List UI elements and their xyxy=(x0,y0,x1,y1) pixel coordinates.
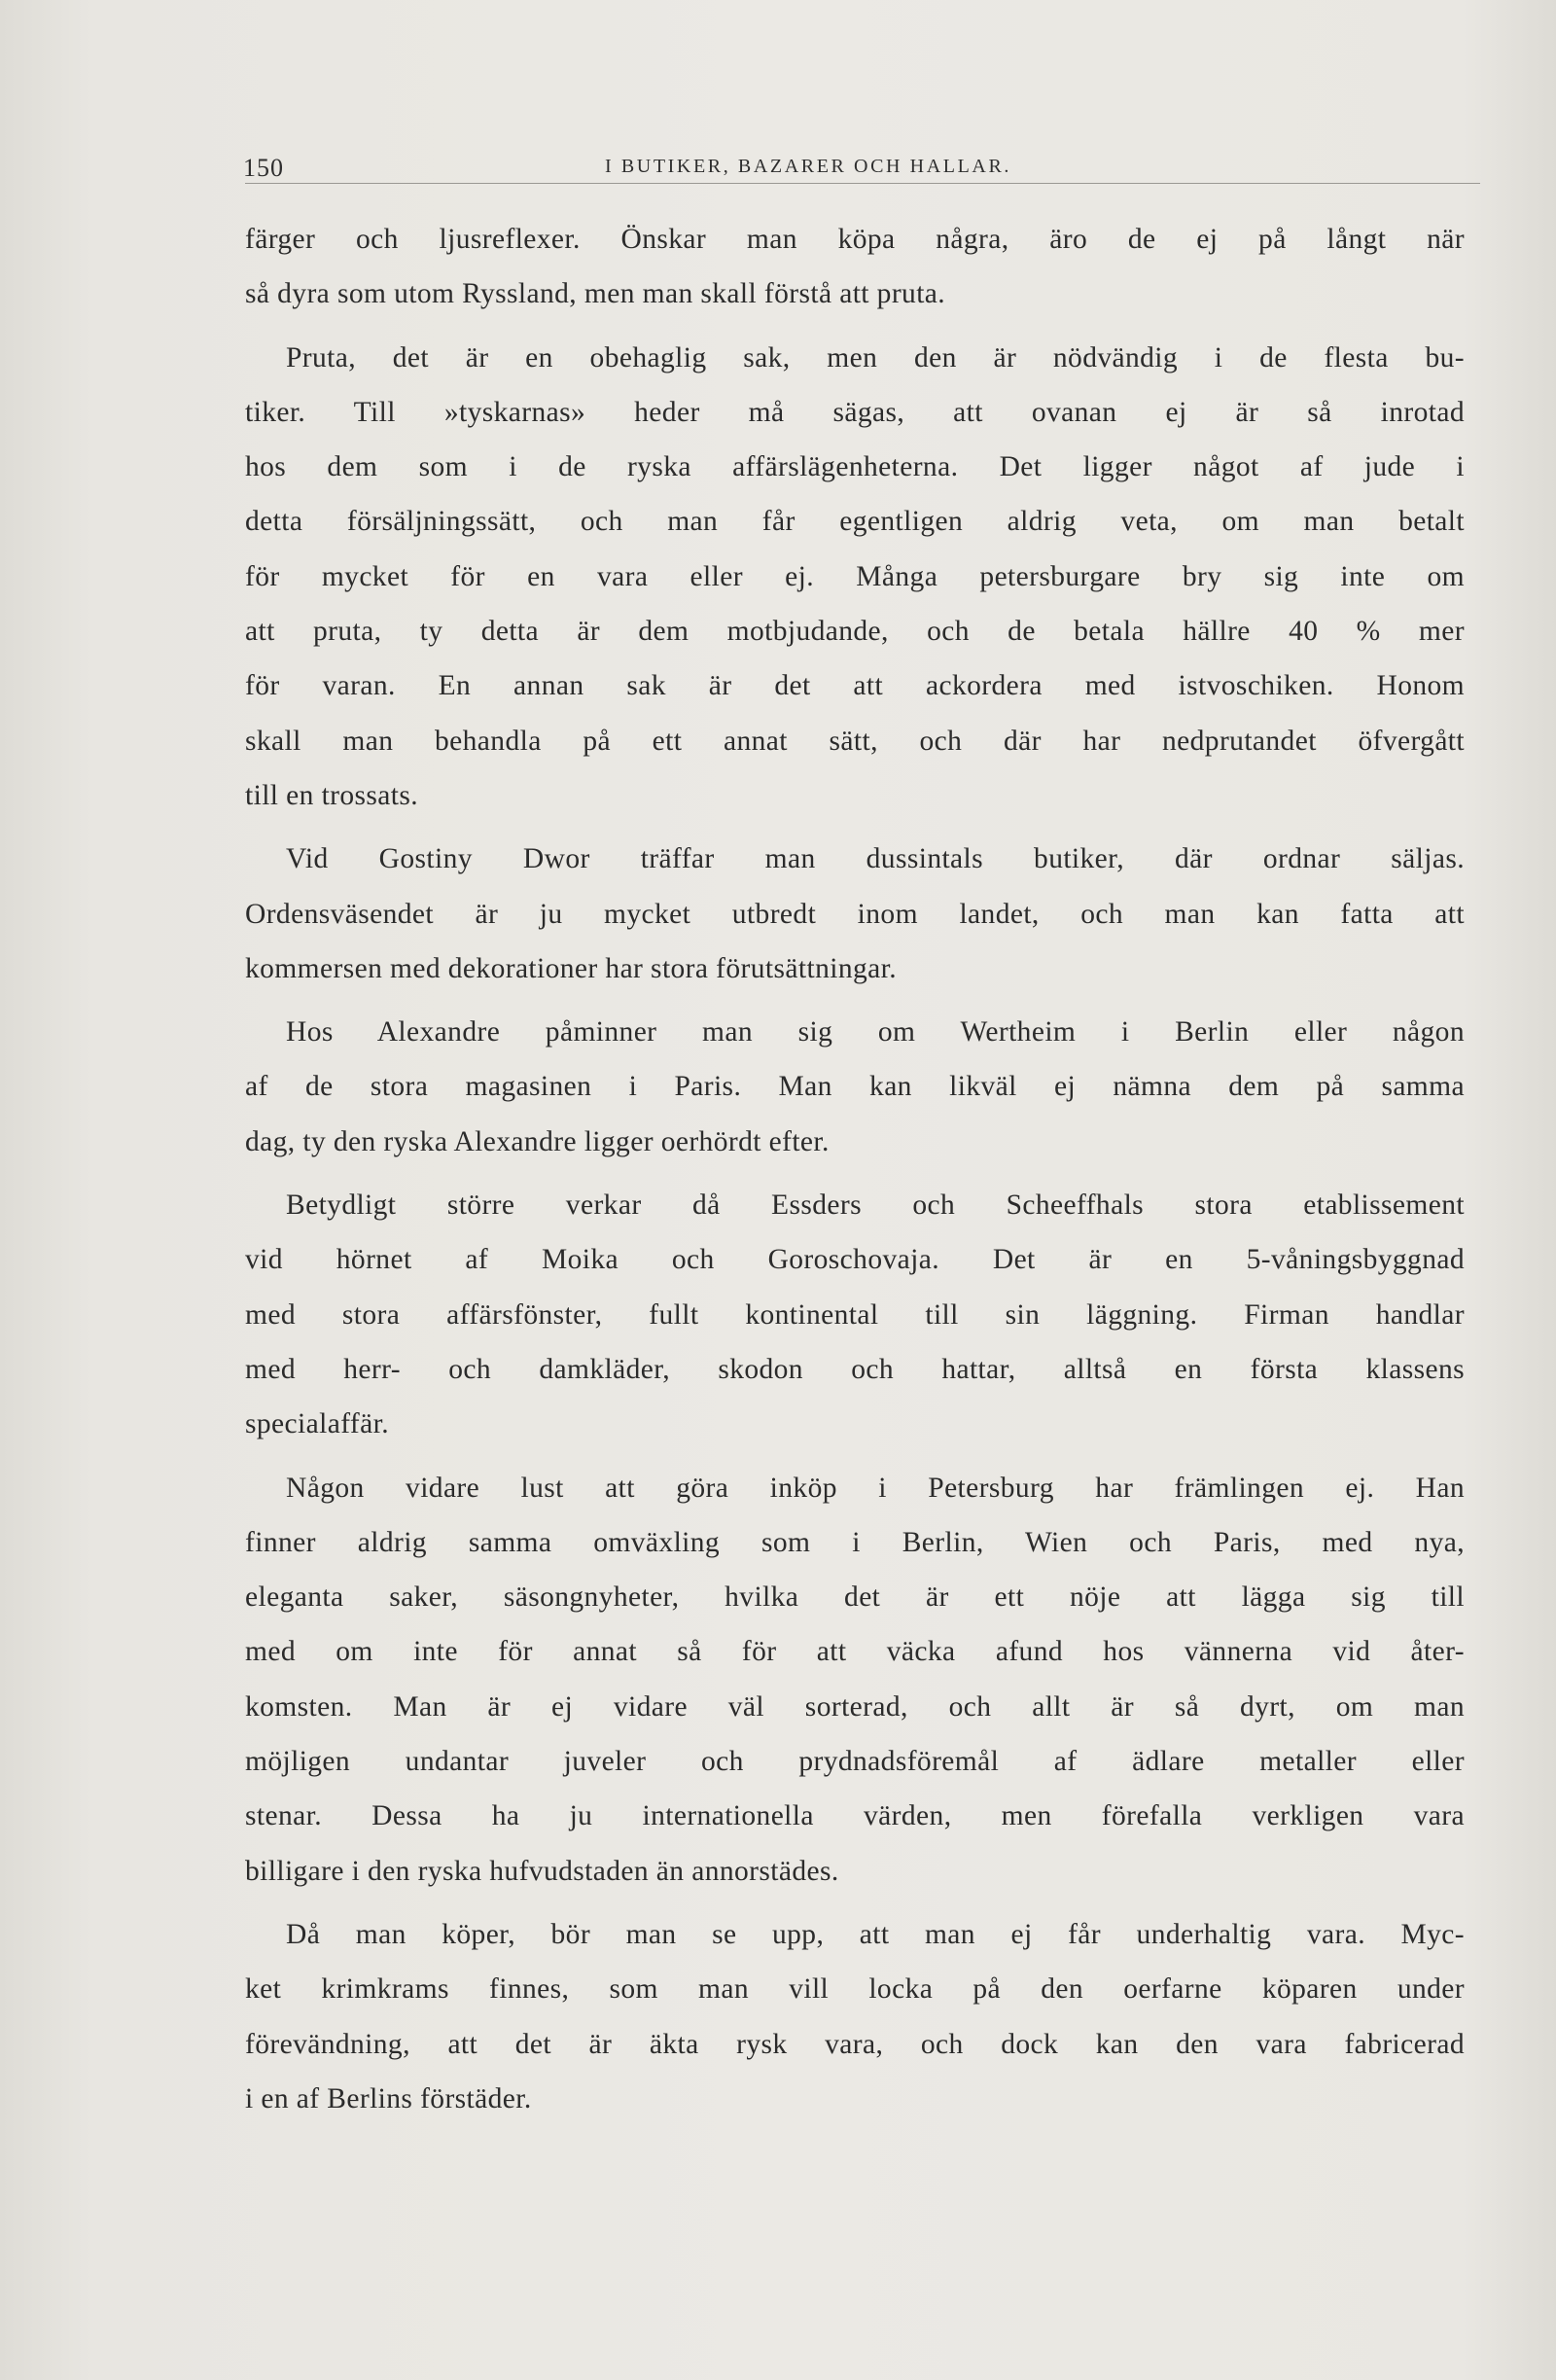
text-line: billigare i den ryska hufvudstaden än annorstädes. xyxy=(245,1855,839,1887)
text-line: komsten. Man är ej vidare väl sorterad, och allt är så dyrt, om man xyxy=(245,1690,1465,1723)
text-line: vid hörnet af Moika och Goroschovaja. Det är en 5-våningsbyggnad xyxy=(245,1244,1465,1276)
page-number: 150 xyxy=(243,154,284,182)
text-line: att pruta, ty detta är dem motbjudande, och de betala hällre 40 % mer xyxy=(245,616,1465,648)
text-line: för varan. En annan sak är det att ackordera med istvoschiken. Honom xyxy=(245,670,1465,702)
text-line: till en trossats. xyxy=(245,779,419,811)
text-line: af de stora magasinen i Paris. Man kan likväl ej nämna dem på samma xyxy=(245,1071,1465,1103)
text-line: eleganta saker, säsongnyheter, hvilka det är ett nöje att lägga sig till xyxy=(245,1581,1465,1614)
text-line: dag, ty den ryska Alexandre ligger oerhördt efter. xyxy=(245,1125,830,1157)
text-line: Betydligt större verkar då Essders och Scheeffhals stora etablissement xyxy=(286,1190,1465,1222)
paragraph xyxy=(245,1461,1465,1899)
text-line: stenar. Dessa ha ju internationella värden, men förefalla verkligen vara xyxy=(245,1800,1465,1832)
paragraph xyxy=(245,1178,1465,1451)
paragraph xyxy=(245,1005,1465,1169)
text-line: hos dem som i de ryska affärslägenheterna. Det ligger något af jude i xyxy=(245,451,1465,483)
text-line: Då man köper, bör man se upp, att man ej får underhaltig vara. Myc- xyxy=(286,1918,1465,1950)
text-line: för mycket för en vara eller ej. Många petersburgare bry sig inte om xyxy=(245,560,1465,592)
paragraph xyxy=(245,832,1465,996)
paragraph xyxy=(245,1907,1465,2126)
paragraph xyxy=(245,331,1465,824)
text-line: färger och ljusreflexer. Önskar man köpa några, äro de ej på långt när xyxy=(245,224,1465,255)
text-line: med herr- och damkläder, skodon och hattar, alltså en första klassens xyxy=(245,1353,1465,1385)
text-line: med om inte för annat så för att väcka afund hos vännerna vid åter- xyxy=(245,1636,1465,1668)
text-line: med stora affärsfönster, fullt kontinental till sin läggning. Firman handlar xyxy=(245,1298,1465,1331)
text-line: Ordensväsendet är ju mycket utbredt inom landet, och man kan fatta att xyxy=(245,898,1465,930)
text-line: i en af Berlins förstäder. xyxy=(245,2082,532,2114)
text-line: ket krimkrams finnes, som man vill locka på den oerfarne köparen under xyxy=(245,1973,1465,2006)
text-line: Hos Alexandre påminner man sig om Wertheim i Berlin eller någon xyxy=(286,1016,1465,1048)
text-line: så dyra som utom Ryssland, men man skall förstå att pruta. xyxy=(245,278,946,310)
paragraph xyxy=(245,212,1465,322)
running-title: I BUTIKER, BAZARER OCH HALLAR. xyxy=(605,156,1011,177)
text-line: Vid Gostiny Dwor träffar man dussintals butiker, där ordnar säljas. xyxy=(286,843,1465,875)
text-line: skall man behandla på ett annat sätt, och där har nedprutandet öfvergått xyxy=(245,725,1465,757)
text-line: Pruta, det är en obehaglig sak, men den är nödvändig i de flesta bu- xyxy=(286,341,1465,373)
text-line: förevändning, att det är äkta rysk vara, och dock kan den vara fabricerad xyxy=(245,2028,1465,2060)
text-line: möjligen undantar juveler och prydnadsföremål af ädlare metaller eller xyxy=(245,1746,1465,1778)
body-text xyxy=(245,212,1465,2126)
text-line: detta försäljningssätt, och man får egentligen aldrig veta, om man betalt xyxy=(245,506,1465,538)
header-rule xyxy=(245,183,1480,184)
text-line: kommersen med dekorationer har stora förutsättningar. xyxy=(245,952,897,984)
text-line: tiker. Till »tyskarnas» heder må sägas, att ovanan ej är så inrotad xyxy=(245,396,1465,428)
page-header xyxy=(243,136,1480,182)
text-line: finner aldrig samma omväxling som i Berlin, Wien och Paris, med nya, xyxy=(245,1526,1465,1558)
text-line: specialaffär. xyxy=(245,1408,389,1440)
text-line: Någon vidare lust att göra inköp i Petersburg har främlingen ej. Han xyxy=(286,1472,1465,1504)
